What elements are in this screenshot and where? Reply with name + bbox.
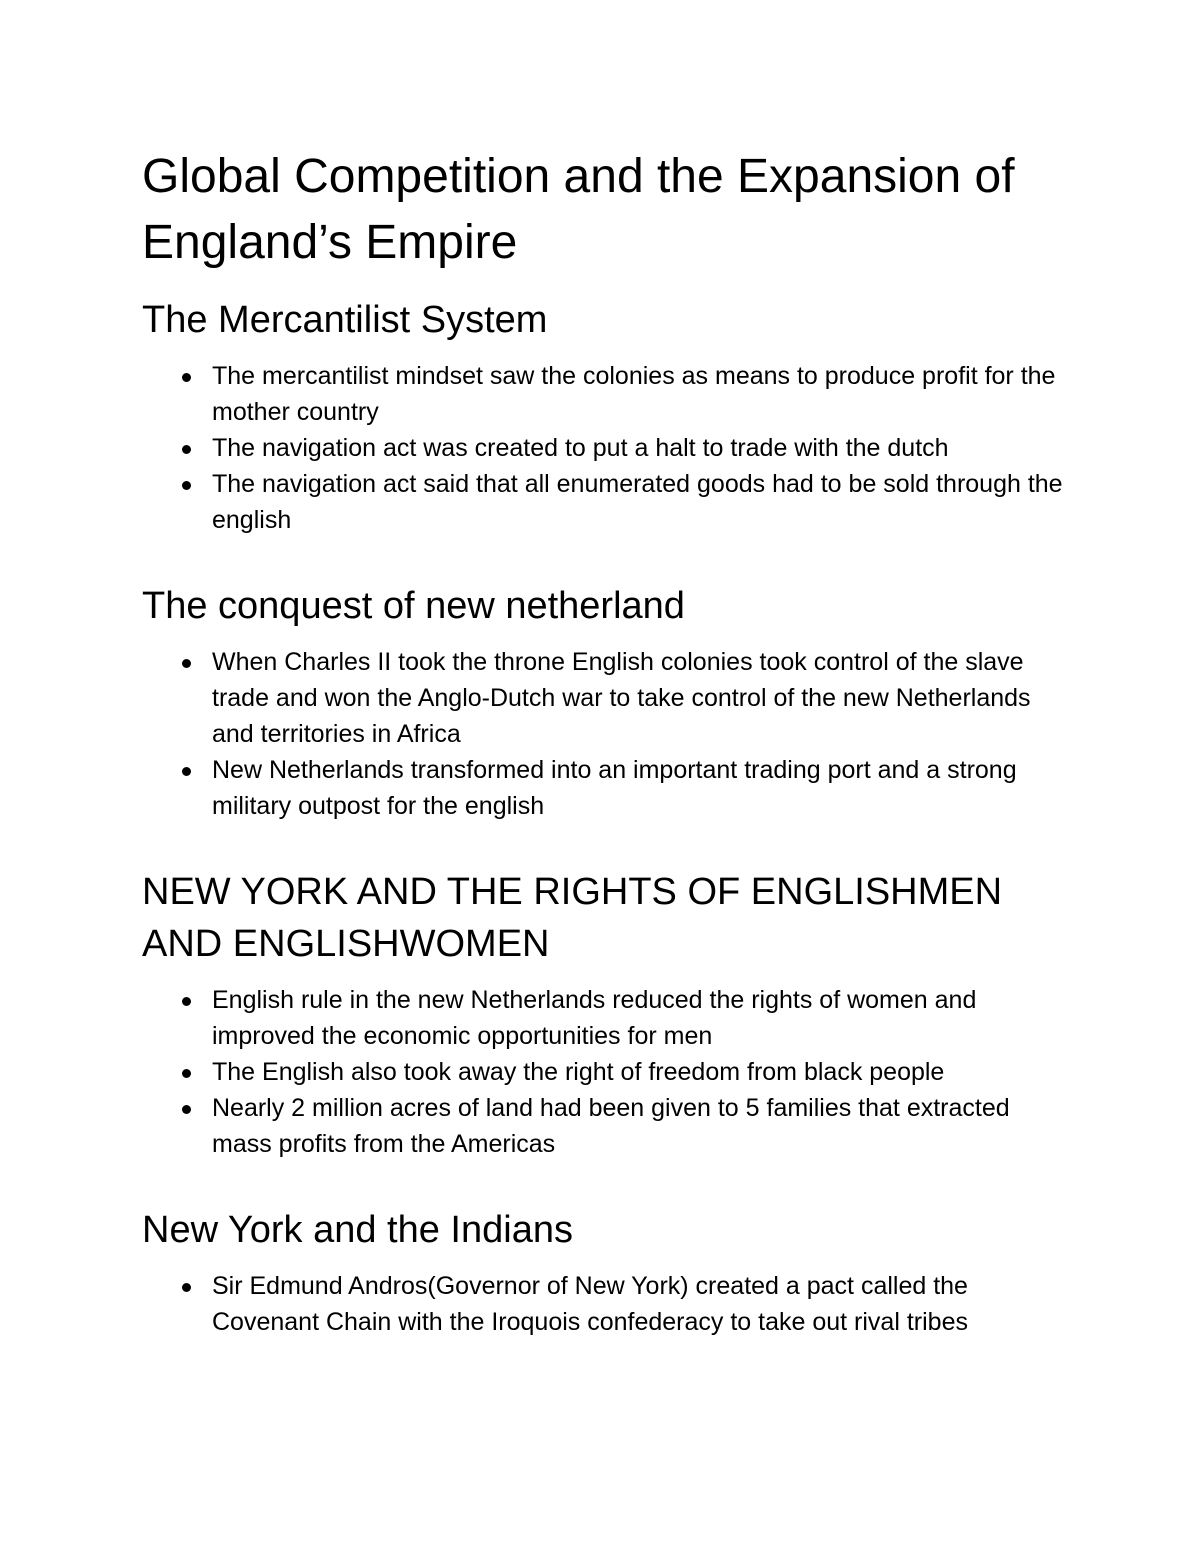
list-item-text: Nearly 2 million acres of land had been given to 5 families that extracted mass profits from the Americas: [212, 1094, 1010, 1158]
list-item-text: New Netherlands transformed into an important trading port and a strong military outpost for the english: [212, 756, 1017, 820]
bullet-list: [142, 1268, 1072, 1340]
list-item-text: The English also took away the right of freedom from black people: [212, 1058, 945, 1086]
section-new-york-and-the-indians: [142, 1204, 1072, 1340]
bullet-list: [142, 982, 1072, 1162]
list-item-text: The navigation act was created to put a halt to trade with the dutch: [212, 434, 949, 462]
list-item-text: The navigation act said that all enumerated goods had to be sold through the english: [212, 470, 1063, 534]
section-mercantilist-system: [142, 294, 1072, 538]
list-item: [142, 1090, 1072, 1162]
list-item-text: English rule in the new Netherlands reduced the rights of women and improved the economic opportunities for men: [212, 986, 977, 1050]
list-item: [142, 752, 1072, 824]
list-item: [142, 1054, 1072, 1090]
bullet-icon: [182, 1283, 191, 1292]
bullet-list: [142, 358, 1072, 538]
list-item-text: When Charles II took the throne English colonies took control of the slave trade and won the Anglo-Dutch war to take control of the new Netherlands and territories in Africa: [212, 648, 1031, 748]
list-item: [142, 644, 1072, 752]
section-conquest-of-new-netherland: [142, 580, 1072, 824]
bullet-icon: [182, 445, 191, 454]
bullet-icon: [182, 997, 191, 1006]
document-page: [142, 144, 1072, 1340]
section-heading: The conquest of new netherland: [142, 585, 685, 627]
list-item: [142, 466, 1072, 538]
section-heading: The Mercantilist System: [142, 299, 548, 341]
list-item: [142, 430, 1072, 466]
bullet-icon: [182, 1105, 191, 1114]
bullet-icon: [182, 767, 191, 776]
list-item: [142, 358, 1072, 430]
bullet-icon: [182, 373, 191, 382]
section-new-york-rights: [142, 866, 1072, 1162]
bullet-icon: [182, 1069, 191, 1078]
section-heading: NEW YORK AND THE RIGHTS OF ENGLISHMEN AND ENGLISHWOMEN: [142, 871, 1003, 965]
list-item: [142, 982, 1072, 1054]
list-item-text: Sir Edmund Andros(Governor of New York) created a pact called the Covenant Chain with the Iroquois confederacy to take out rival tribes: [212, 1272, 968, 1336]
section-heading: New York and the Indians: [142, 1209, 573, 1251]
list-item: [142, 1268, 1072, 1340]
document-title: Global Competition and the Expansion of England’s Empire: [142, 150, 1015, 269]
list-item-text: The mercantilist mindset saw the colonies as means to produce profit for the mother country: [212, 362, 1056, 426]
bullet-list: [142, 644, 1072, 824]
bullet-icon: [182, 481, 191, 490]
bullet-icon: [182, 659, 191, 668]
